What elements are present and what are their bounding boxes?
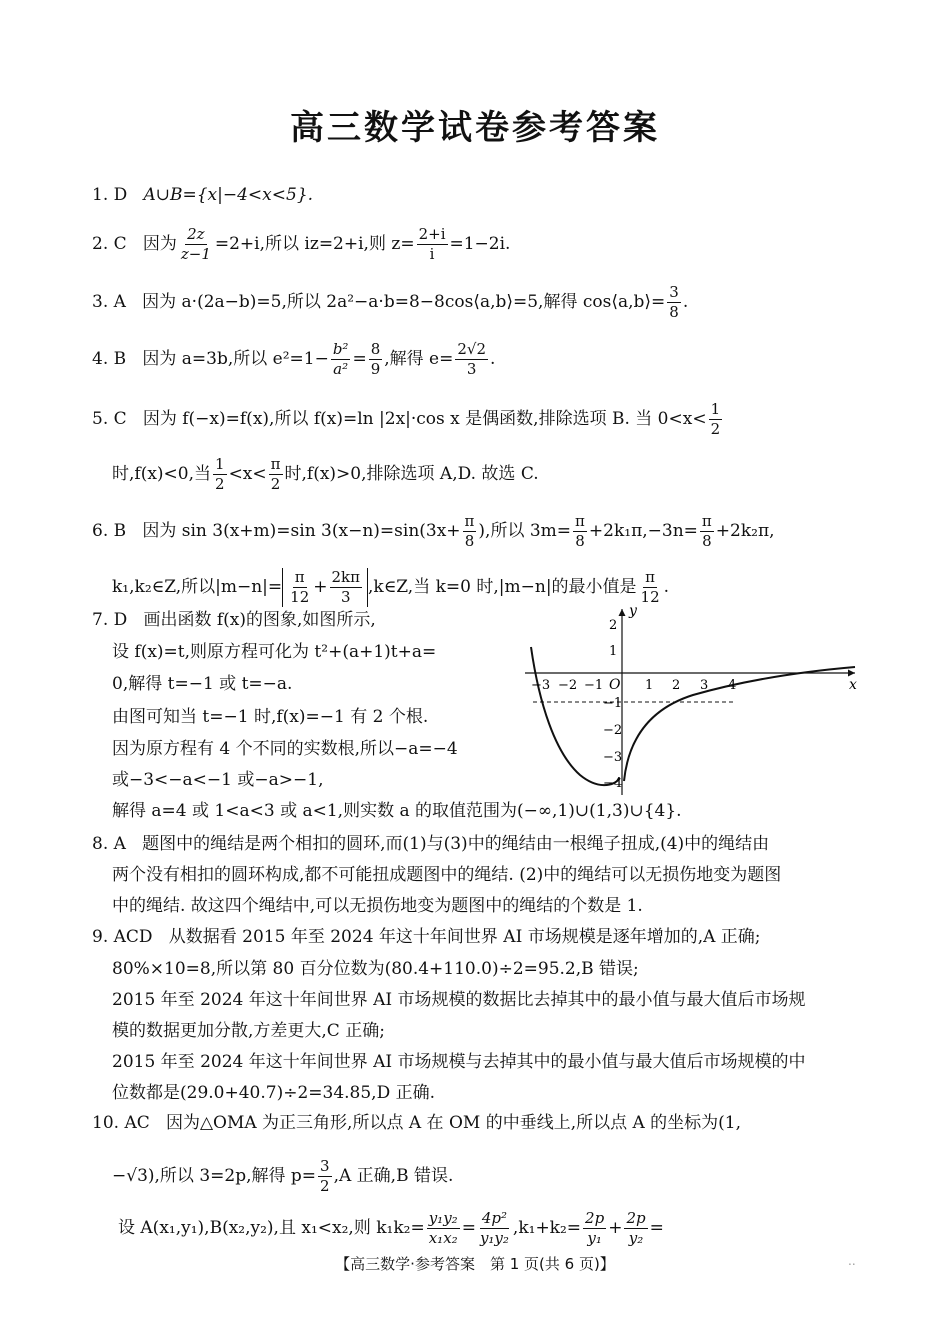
answer-8-line2: 两个没有相扣的圆环构成,都不可能扭成题图中的绳结. (2)中的绳结可以无损伤地变为题图 bbox=[112, 865, 782, 885]
answer-5-line1: 5. C 因为 f(−x)=f(x),所以 f(x)=ln |2x|·cos x 是偶函数,排除选项 B. 当 0<x< $\frac{1}{2}$ bbox=[92, 400, 721, 438]
answer-7-line2: 设 f(x)=t,则原方程可化为 t²+(a+1)t+a= bbox=[112, 642, 437, 662]
answer-9-line6: 位数都是(29.0+40.7)÷2=34.85,D 正确. bbox=[112, 1083, 436, 1103]
answer-9-line1: 9. ACD 从数据看 2015 年至 2024 年这十年间世界 AI 市场规模是逐年增加的,A 正确; bbox=[92, 927, 761, 947]
answer-3: 3. A 因为 a·(2a−b)=5,所以 2a²−a·b=8−8cos⟨a,b⟩=5,解得 cos⟨a,b⟩= $\frac{3}{8}$ . bbox=[92, 283, 689, 321]
answer-10-line1: 10. AC 因为△OMA 为正三角形,所以点 A 在 OM 的中垂线上,所以点 A 的坐标为(1, bbox=[92, 1113, 742, 1133]
answer-4: 4. B 因为 a=3b,所以 e²=1− $\frac{\text{b²}}{\text{a²}}$ = $\frac{8}{9}$ ,解得 e= $\frac{2√2}{3}$ . bbox=[92, 340, 496, 378]
y-tick-neg3: −3 bbox=[603, 750, 623, 765]
x-tick-2: 2 bbox=[672, 678, 681, 693]
curve-right bbox=[624, 667, 855, 781]
y-tick-neg4: −4 bbox=[603, 776, 623, 791]
answer-5-line2: 时,f(x)<0,当 $\frac{1}{2}$ <x< $\frac{\pi}{2}$ 时,f(x)>0,排除选项 A,D. 故选 C. bbox=[112, 455, 539, 493]
answer-7-line6: 或−3<−a<−1 或−a>−1, bbox=[112, 770, 324, 790]
answer-9-line5: 2015 年至 2024 年这十年间世界 AI 市场规模与去掉其中的最小值与最大值后市场规模的中 bbox=[112, 1052, 806, 1072]
function-graph bbox=[525, 603, 865, 798]
y-tick-neg2: −2 bbox=[603, 723, 623, 738]
answer-7-line4: 由图可知当 t=−1 时,f(x)=−1 有 2 个根. bbox=[112, 707, 429, 727]
x-tick-4: 4 bbox=[728, 678, 737, 693]
answer-7-line7: 解得 a=4 或 1<a<3 或 a<1,则实数 a 的取值范围为(−∞,1)∪(1,3)∪{4}. bbox=[112, 801, 682, 821]
answer-1: 1. D A∪B={x|−4<x<5}. bbox=[92, 185, 314, 205]
origin-label: O bbox=[609, 677, 621, 693]
answer-10-line2: −√3),所以 3=2p,解得 p= $\frac{3}{2}$ ,A 正确,B 错误. bbox=[112, 1157, 454, 1195]
page-title: 高三数学试卷参考答案 bbox=[290, 108, 660, 148]
answer-7-line5: 因为原方程有 4 个不同的实数根,所以−a=−4 bbox=[112, 739, 458, 759]
answer-2: 2. C 因为 $\frac{2z}{z-1}$ =2+i,所以 iz=2+i,则 z= $\frac{2+i}{i}$ =1−2i. bbox=[92, 225, 511, 263]
answer-9-line4: 模的数据更加分散,方差更大,C 正确; bbox=[112, 1021, 385, 1041]
answer-9-line2: 80%×10=8,所以第 80 百分位数为(80.4+110.0)÷2=95.2,B 错误; bbox=[112, 959, 639, 979]
page-footer: 【高三数学·参考答案 第 1 页(共 6 页)】 bbox=[335, 1255, 615, 1273]
x-tick-neg3: −3 bbox=[531, 678, 551, 693]
x-tick-1: 1 bbox=[645, 678, 654, 693]
y-tick-2: 2 bbox=[609, 618, 618, 633]
answer-7-line3: 0,解得 t=−1 或 t=−a. bbox=[112, 674, 293, 694]
x-axis-label: x bbox=[849, 677, 857, 693]
corner-mark: .. bbox=[848, 1254, 856, 1268]
answer-9-line3: 2015 年至 2024 年这十年间世界 AI 市场规模的数据比去掉其中的最小值与最大值后市场规 bbox=[112, 990, 806, 1010]
answer-6-line1: 6. B 因为 sin 3(x+m)=sin 3(x−n)=sin(3x+ $\frac{\pi}{8}$ ),所以 3m= $\frac{\pi}{8}$ +2k₁π,−3n= $\frac{\pi}{8}$ +2k₂π, bbox=[92, 512, 775, 550]
y-tick-neg1: −1 bbox=[603, 696, 623, 711]
answer-10-line3: 设 A(x₁,y₁),B(x₂,y₂),且 x₁<x₂,则 k₁k₂= $\frac{\text{y₁y₂}}{\text{x₁x₂}}$ = $\frac{\text{4p²}}{\text{y₁y₂}}$ ,k₁+k₂= $\frac{2p}{\text{y₁}}$ + $\frac{2p}{\text{y₂}}$ = bbox=[118, 1209, 664, 1247]
answer-6-line2: k₁,k₂∈Z,所以|m−n|= $\frac{\pi}{12}$ + $\frac{2k\pi}{3}$ ,k∈Z,当 k=0 时,|m−n|的最小值是 $\frac{\pi}{12}$ . bbox=[112, 568, 670, 606]
x-tick-3: 3 bbox=[700, 678, 709, 693]
answer-8-line1: 8. A 题图中的绳结是两个相扣的圆环,而(1)与(3)中的绳结由一根绳子扭成,(4)中的绳结由 bbox=[92, 834, 770, 854]
answer-7-line1: 7. D 画出函数 f(x)的图象,如图所示, bbox=[92, 610, 376, 630]
x-tick-neg2: −2 bbox=[558, 678, 578, 693]
x-tick-neg1: −1 bbox=[584, 678, 604, 693]
y-tick-1: 1 bbox=[609, 644, 618, 659]
answer-8-line3: 中的绳结. 故这四个绳结中,可以无损伤地变为题图中的绳结的个数是 1. bbox=[112, 896, 643, 916]
y-axis-label: y bbox=[629, 603, 637, 619]
